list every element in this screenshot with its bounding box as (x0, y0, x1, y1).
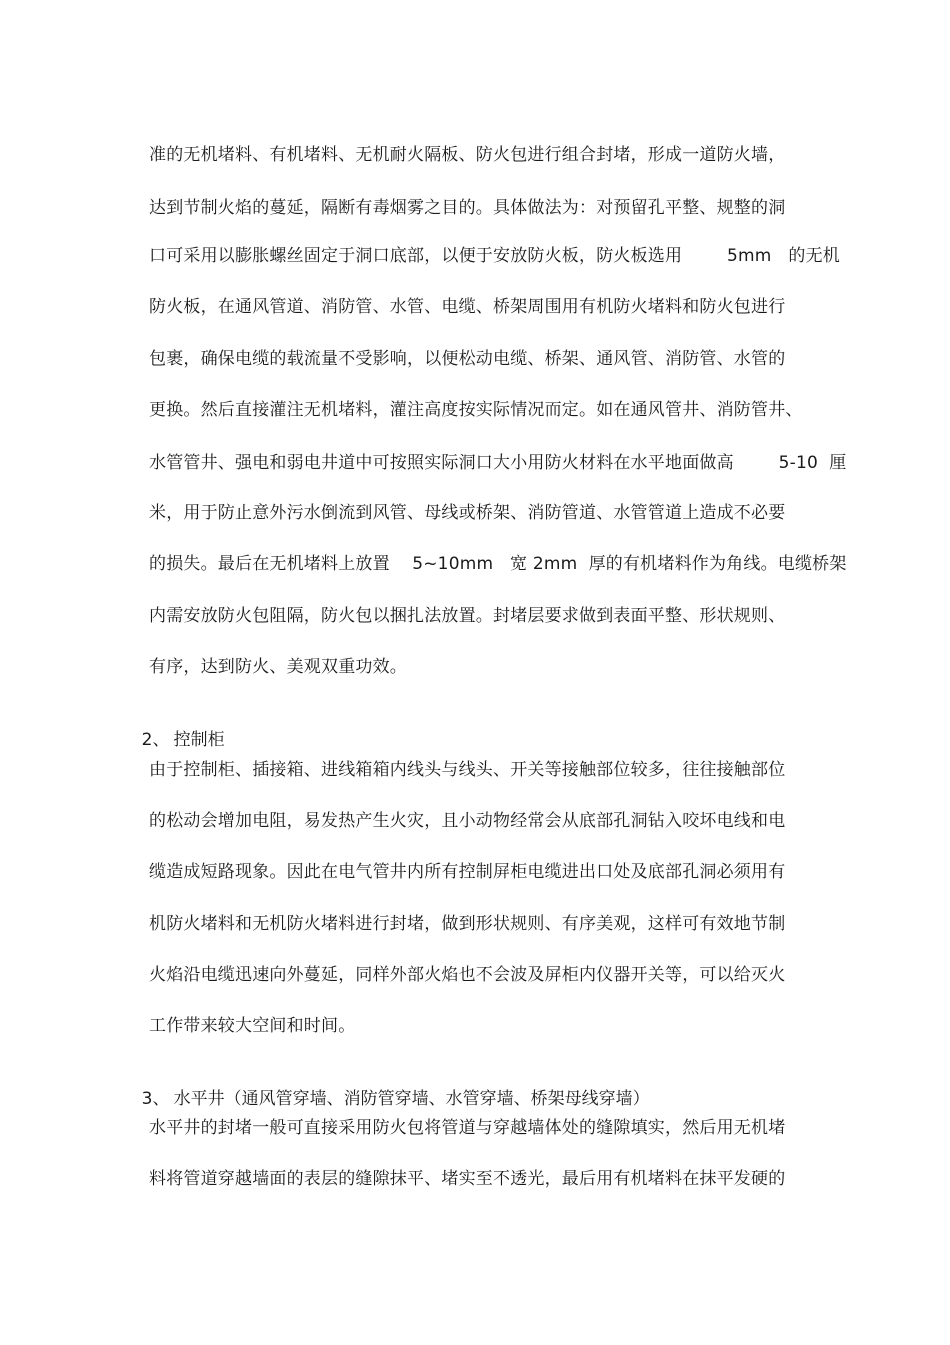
paragraph-line: 口可采用以膨胀螺丝固定于洞口底部，以便于安放防火板，防火板选用 5mm 的无机 (149, 246, 840, 266)
paragraph-line: 内需安放防火包阻隔，防火包以捆扎法放置。封堵层要求做到表面平整、形状规则、 (149, 606, 786, 626)
paragraph-line: 有序，达到防火、美观双重功效。 (149, 657, 407, 677)
paragraph-line: 的松动会增加电阻，易发热产生火灾，且小动物经常会从底部孔洞钻入咬坏电线和电 (149, 811, 786, 831)
paragraph-line: 米，用于防止意外污水倒流到风管、母线或桥架、消防管道、水管管道上造成不必要 (149, 503, 786, 523)
paragraph-line: 工作带来较大空间和时间。 (149, 1016, 356, 1036)
paragraph-line: 料将管道穿越墙面的表层的缝隙抹平、堵实至不透光，最后用有机堵料在抹平发硬的 (149, 1169, 786, 1189)
section-title: 水平井（通风管穿墙、消防管穿墙、水管穿墙、桥架母线穿墙） (173, 1089, 650, 1109)
paragraph-line: 准的无机堵料、有机堵料、无机耐火隔板、防火包进行组合封堵，形成一道防火墙， (149, 145, 786, 165)
paragraph-line: 防火板，在通风管道、消防管、水管、电缆、桥架周围用有机防火堵料和防火包进行 (149, 297, 786, 317)
paragraph-line: 由于控制柜、插接箱、进线箱箱内线头与线头、开关等接触部位较多，往往接触部位 (149, 760, 786, 780)
paragraph-line: 机防火堵料和无机防火堵料进行封堵，做到形状规则、有序美观，这样可有效地节制 (149, 914, 786, 934)
paragraph-line: 缆造成短路现象。因此在电气管井内所有控制屏柜电缆进出口处及底部孔洞必须用有 (149, 862, 786, 882)
paragraph-line: 更换。然后直接灌注无机堵料，灌注高度按实际情况而定。如在通风管井、消防管井、 (149, 400, 803, 420)
paragraph-line: 包裹，确保电缆的载流量不受影响，以便松动电缆、桥架、通风管、消防管、水管的 (149, 349, 786, 369)
paragraph-line: 火焰沿电缆迅速向外蔓延，同样外部火焰也不会波及屏柜内仪器开关等，可以给灭火 (149, 965, 786, 985)
paragraph-line: 的损失。最后在无机堵料上放置 5~10mm 宽 2mm 厚的有机堵料作为角线。电缆桥架 (149, 554, 847, 574)
paragraph-line: 水平井的封堵一般可直接采用防火包将管道与穿越墙体处的缝隙填实，然后用无机堵 (149, 1118, 786, 1138)
section-number: 2、 (141, 730, 170, 750)
section-title: 控制柜 (173, 730, 225, 750)
paragraph-line: 达到节制火焰的蔓延，隔断有毒烟雾之目的。具体做法为：对预留孔平整、规整的洞 (149, 198, 786, 218)
paragraph-line: 水管管井、强电和弱电井道中可按照实际洞口大小用防火材料在水平地面做高 5-10 厘 (149, 453, 847, 473)
section-number: 3、 (141, 1089, 170, 1109)
